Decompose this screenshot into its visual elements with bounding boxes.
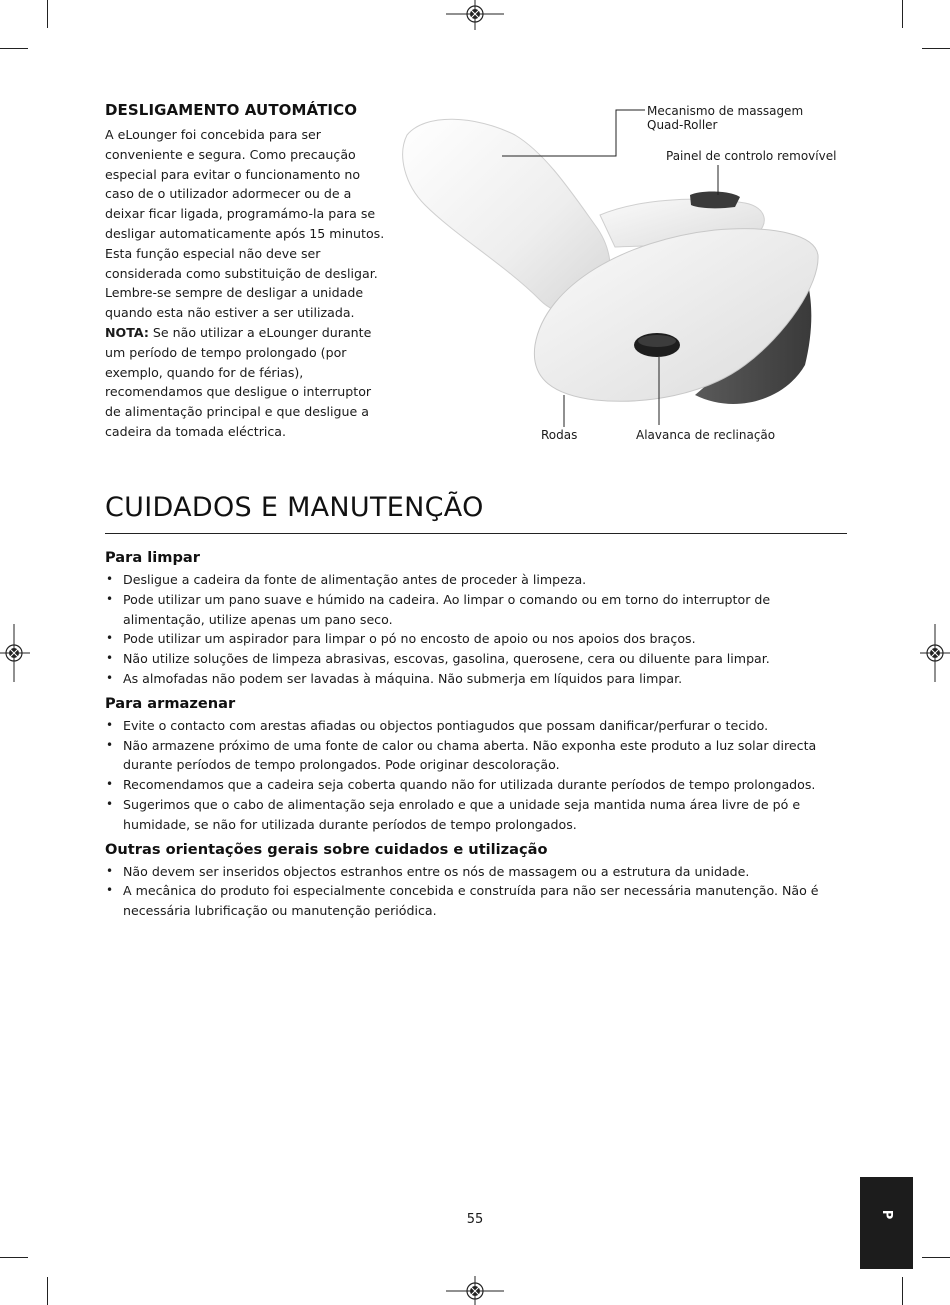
bullet-list — [105, 862, 850, 921]
bullet-list — [105, 570, 850, 689]
crop-mark — [902, 0, 903, 28]
page-number: 55 — [466, 1212, 484, 1227]
chair-illustration — [395, 95, 865, 455]
language-tab-label: P — [879, 1209, 894, 1220]
list-item: • As almofadas não podem ser lavadas à máquina. Não submerja em líquidos para limpar. — [105, 669, 850, 689]
bullet-list — [105, 716, 850, 835]
language-tab — [860, 1177, 913, 1269]
care-content — [105, 549, 850, 927]
auto-shutoff-section — [105, 101, 390, 442]
list-item: • Não armazene próximo de uma fonte de calor ou chama aberta. Não exponha este produto a luz solar directa durante períodos de tempo prolongados. Pode originar descoloração. — [105, 736, 850, 776]
crop-mark — [47, 0, 48, 28]
section-cleaning — [105, 549, 850, 689]
list-item: • Pode utilizar um pano suave e húmido na cadeira. Ao limpar o comando ou em torno do interruptor de alimentação, utilize apenas um pano seco. — [105, 590, 850, 630]
crop-mark — [0, 48, 28, 49]
crop-mark — [922, 1257, 950, 1258]
registration-mark-icon — [446, 0, 504, 30]
note-paragraph — [105, 323, 390, 442]
list-item: • Recomendamos que a cadeira seja coberta quando não for utilizada durante períodos de tempo prolongados. — [105, 775, 850, 795]
list-item: • Sugerimos que o cabo de alimentação seja enrolado e que a unidade seja mantida numa área livre de pó e humidade, se não for utilizada durante períodos de tempo prolongados. — [105, 795, 850, 835]
list-item: • Pode utilizar um aspirador para limpar o pó no encosto de apoio ou nos apoios dos braços. — [105, 629, 850, 649]
section-title: DESLIGAMENTO AUTOMÁTICO — [105, 101, 358, 119]
callout-massage-mechanism: Mecanismo de massagem Quad-Roller — [647, 104, 804, 132]
list-item: • Não devem ser inseridos objectos estranhos entre os nós de massagem ou a estrutura da unidade. — [105, 862, 850, 882]
list-item: • Desligue a cadeira da fonte de alimentação antes de proceder à limpeza. — [105, 570, 850, 590]
crop-mark — [0, 1257, 28, 1258]
note-text: Se não utilizar a eLounger durante um período de tempo prolongado (por exemplo, quando for de férias), recomendamos que desligue o interruptor de alimentação principal e que desligue a cadeira da tomada eléctrica. — [105, 324, 372, 439]
auto-shutoff-paragraph: A eLounger foi concebida para ser conveniente e segura. Como precaução especial para evitar o funcionamento no caso de o utilizador adormecer ou de a deixar ficar ligada, programámo-la para se desligar automaticamente após 15 minutos. Esta função especial não deve ser considerada como substituição de desligar. Lembre-se sempre de desligar a unidade quando esta não estiver a ser utilizada. — [105, 127, 385, 321]
section-storage — [105, 695, 850, 835]
note-label: NOTA: — [105, 324, 149, 340]
callout-wheels: Rodas — [541, 428, 578, 442]
page-title: CUIDADOS E MANUTENÇÃO — [105, 492, 484, 523]
crop-mark — [922, 48, 950, 49]
registration-mark-icon — [0, 624, 30, 682]
crop-mark — [902, 1277, 903, 1305]
list-item: • Evite o contacto com arestas afiadas ou objectos pontiagudos que possam danificar/perfurar o tecido. — [105, 716, 850, 736]
section-general-care — [105, 841, 850, 921]
section-heading: Para armazenar — [105, 694, 236, 712]
registration-mark-icon — [920, 624, 950, 682]
list-item: • A mecânica do produto foi especialmente concebida e construída para não ser necessária manutenção. Não é necessária lubrificação ou manutenção periódica. — [105, 881, 850, 921]
title-divider — [105, 533, 847, 534]
crop-mark — [47, 1277, 48, 1305]
list-item: • Não utilize soluções de limpeza abrasivas, escovas, gasolina, querosene, cera ou diluente para limpar. — [105, 649, 850, 669]
callout-recline-lever: Alavanca de reclinação — [636, 428, 776, 442]
section-heading: Para limpar — [105, 549, 200, 566]
registration-mark-icon — [446, 1276, 504, 1305]
section-heading: Outras orientações gerais sobre cuidados e utilização — [105, 840, 548, 858]
callout-control-panel: Painel de controlo removível — [666, 149, 837, 163]
